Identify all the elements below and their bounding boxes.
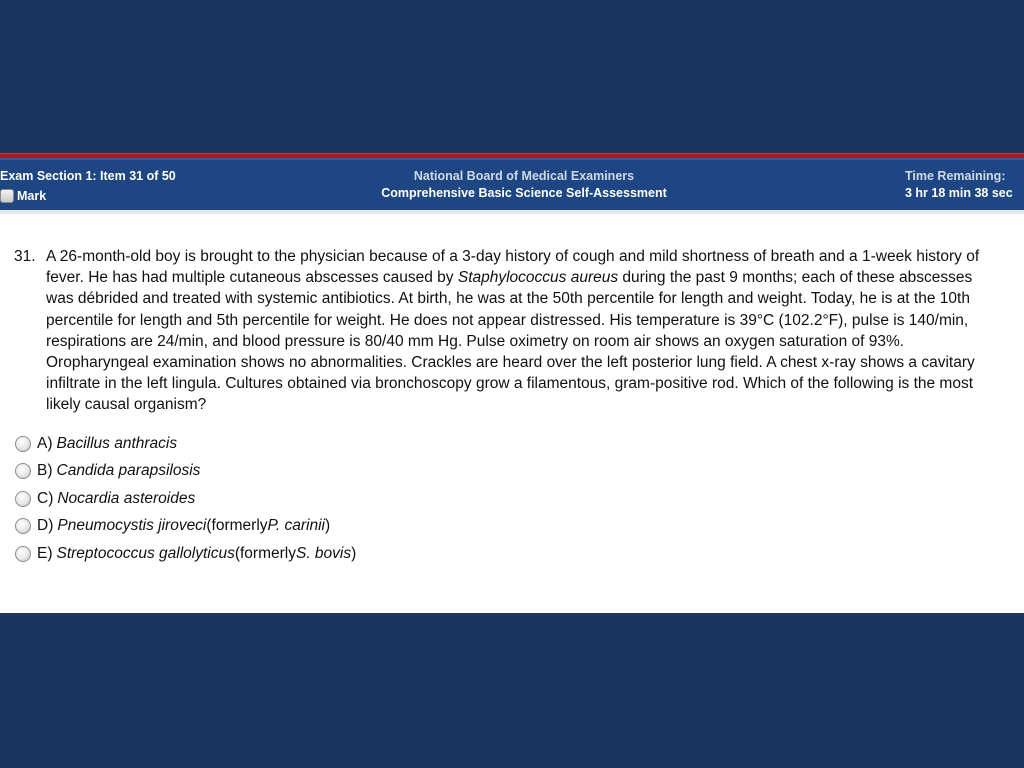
stem-organism: Staphylococcus aureus [457,269,619,287]
exam-name: Comprehensive Basic Science Self-Assessment [381,186,667,200]
choice-letter: A) [37,434,53,452]
mark-label: Mark [17,189,47,203]
answer-choices [15,430,356,568]
choice-organism: Candida parapsilosis [56,462,201,480]
choice-note-open: (formerly [234,544,296,562]
choice-former-name: P. carinii [267,517,325,535]
choice-organism: Bacillus anthracis [56,434,178,452]
header-center [312,168,736,202]
time-remaining-value: 3 hr 18 min 38 sec [905,186,1013,200]
radio-button-icon[interactable] [15,436,31,452]
mark-toggle[interactable] [0,189,176,203]
mark-checkbox-icon[interactable] [0,189,14,203]
stem-text-1: A 26-month-old boy is brought to the physician because of a 3-day history of cough and mild shortness of breath and a 1-week history of fever. He has had multiple cutaneous abscesses caused by [46,248,980,287]
question-number: 31. [14,248,36,265]
radio-button-icon[interactable] [15,491,31,507]
choice-note-close: ) [324,517,331,535]
org-name: National Board of Medical Examiners [413,169,635,183]
header-left [0,168,176,203]
choice-note-close: ) [351,544,357,562]
question [14,246,1014,416]
answer-choice-e[interactable] [15,540,356,568]
choice-former-name: S. bovis [295,544,352,562]
item-counter: Exam Section 1: Item 31 of 50 [0,169,176,183]
question-panel [0,210,1024,613]
radio-button-icon[interactable] [15,463,31,479]
question-stem [46,246,1004,416]
time-remaining-label: Time Remaining: [905,169,1006,183]
choice-organism: Pneumocystis jiroveci [57,517,207,535]
choice-letter: C) [37,489,54,507]
radio-button-icon[interactable] [15,518,31,534]
choice-organism: Nocardia asteroides [57,489,196,507]
choice-note-open: (formerly [206,517,268,535]
choice-letter: B) [37,462,53,480]
choice-letter: D) [37,517,54,535]
answer-choice-b[interactable] [15,458,356,486]
answer-choice-c[interactable] [15,485,356,513]
choice-organism: Streptococcus gallolyticus [56,544,235,562]
timer [905,168,1013,202]
radio-button-icon[interactable] [15,546,31,562]
answer-choice-a[interactable] [15,430,356,458]
choice-letter: E) [37,544,53,562]
stem-text-2: during the past 9 months; each of these abscesses was débrided and treated with systemic antibiotics. At birth, he was at the 50th percentile for length and weight. Today, he is at the 10th percentile for length and 5th percentile for weight. He does not appear distressed. His temperature is 39°C (102.2°F), pulse is 140/min, respirations are 24/min, and blood pressure is 80/40 mm Hg. Pulse oximetry on room air shows an oxygen saturation of 93%. Oropharyngeal examination shows no abnormalities. Crackles are heard over the left posterior lung field. A chest x-ray shows a cavitary infiltrate in the left lingula. Cultures obtained via bronchoscopy grow a filamentous, gram-positive rod. Which of the following is the most likely causal organism? [46,269,975,414]
answer-choice-d[interactable] [15,513,356,541]
exam-header [0,158,1024,210]
